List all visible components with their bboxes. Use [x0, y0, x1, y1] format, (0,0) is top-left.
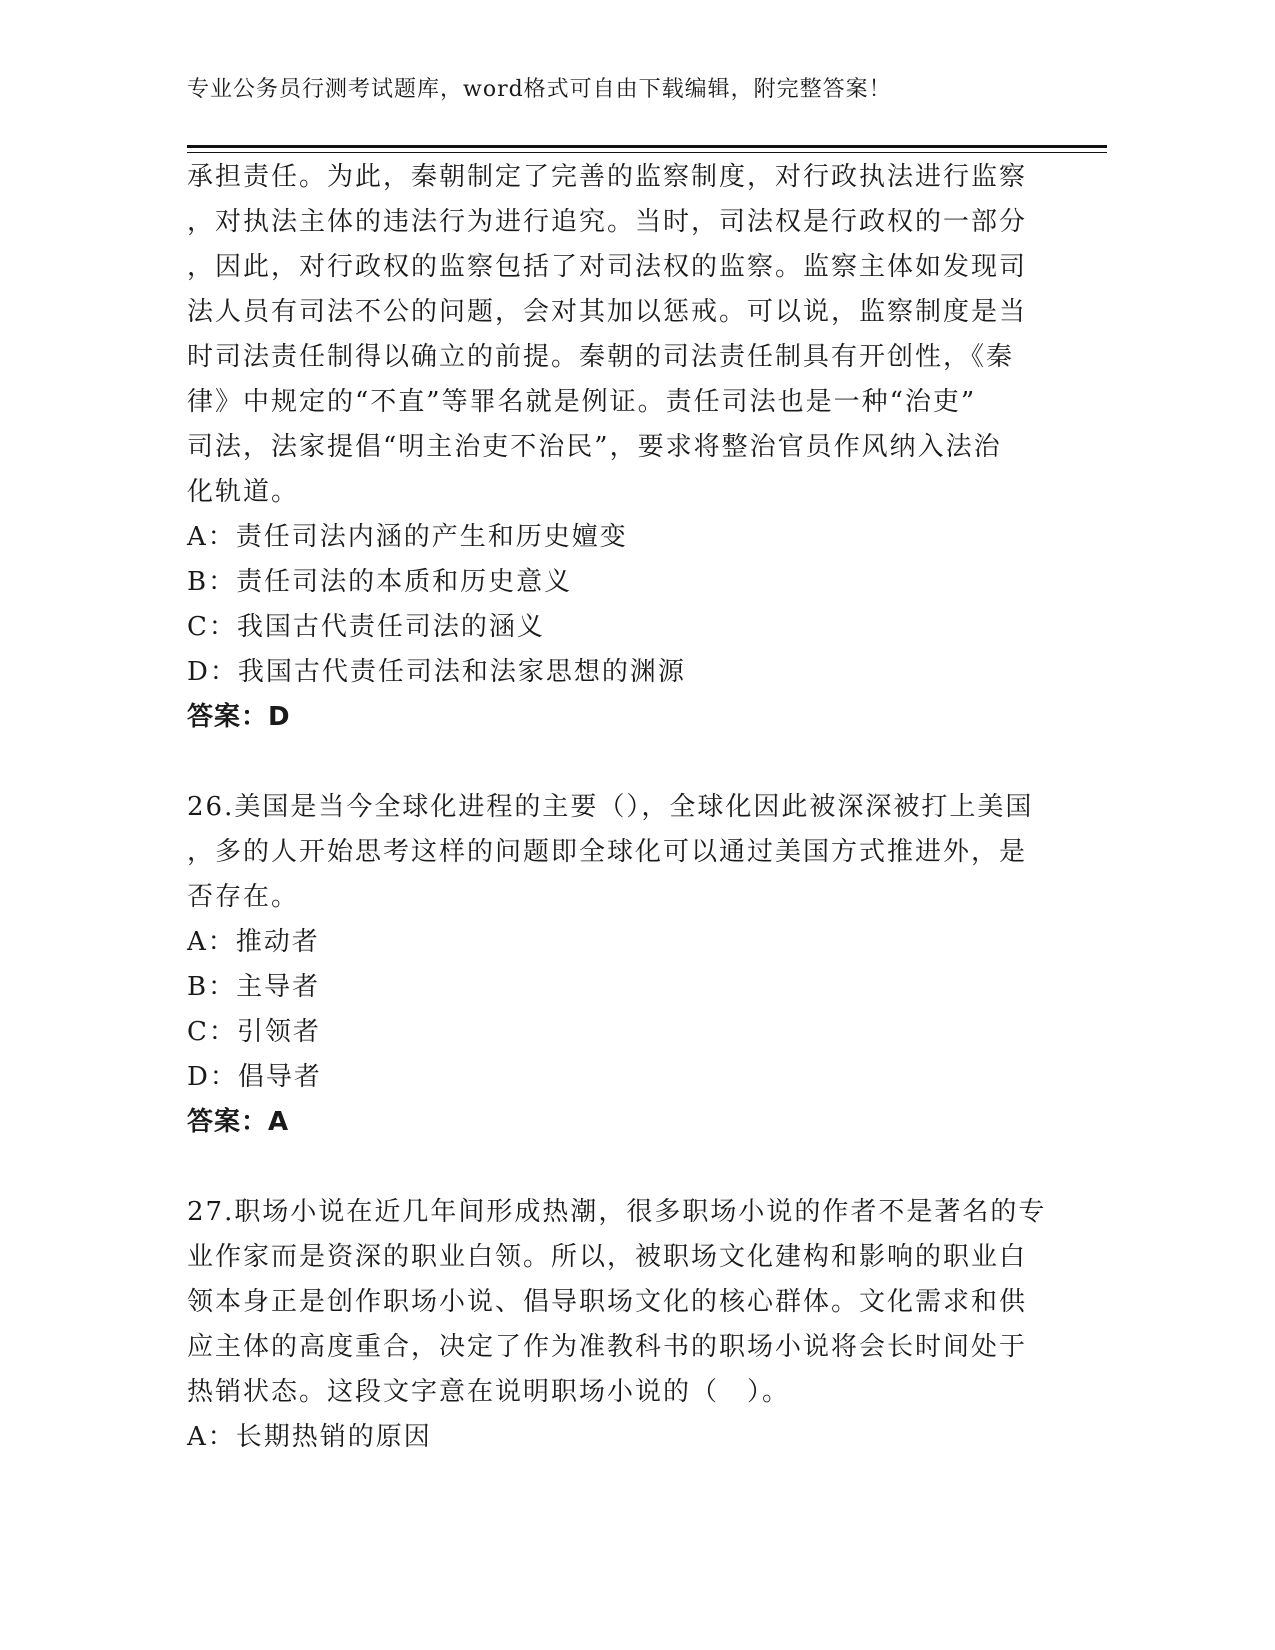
- question-stem-line: 热销状态。这段文字意在说明职场小说的（ ）。: [187, 1377, 791, 1407]
- option-c: C：我国古代责任司法的涵义: [187, 612, 545, 642]
- header-rule-thick: [187, 145, 1107, 148]
- option-a: A：责任司法内涵的产生和历史嬗变: [187, 522, 628, 552]
- question-25: [187, 155, 1067, 740]
- spacer: [187, 740, 1067, 785]
- option-a: A：推动者: [187, 927, 320, 957]
- answer-label: 答案：A: [187, 1107, 290, 1137]
- passage-line: 司法，法家提倡“明主治吏不治民”，要求将整治官员作风纳入法治: [187, 432, 1002, 462]
- page-header: 专业公务员行测考试题库，word格式可自由下载编辑，附完整答案！: [187, 77, 892, 102]
- option-c: C：引领者: [187, 1017, 321, 1047]
- option-b: B：责任司法的本质和历史意义: [187, 567, 573, 597]
- question-stem-line: 26.美国是当今全球化进程的主要（），全球化因此被深深被打上美国: [187, 792, 1034, 822]
- question-stem-line: 应主体的高度重合，决定了作为准教科书的职场小说将会长时间处于: [187, 1332, 1028, 1362]
- passage-line: 律》中规定的“不直”等罪名就是例证。责任司法也是一种“治吏”: [187, 387, 977, 417]
- document-body: [187, 155, 1067, 1460]
- question-26: [187, 785, 1067, 1145]
- passage-line: ，对执法主体的违法行为进行追究。当时，司法权是行政权的一部分: [187, 207, 1028, 237]
- passage-line: ，因此，对行政权的监察包括了对司法权的监察。监察主体如发现司: [187, 252, 1028, 282]
- question-stem-line: 领本身正是创作职场小说、倡导职场文化的核心群体。文化需求和供: [187, 1287, 1028, 1317]
- question-stem-line: 否存在。: [187, 882, 300, 912]
- passage-line: 化轨道。: [187, 477, 300, 507]
- passage-line: 时司法责任制得以确立的前提。秦朝的司法责任制具有开创性，《秦: [187, 342, 1015, 372]
- question-stem-line: 27.职场小说在近几年间形成热潮，很多职场小说的作者不是著名的专: [187, 1197, 1047, 1227]
- header-rule-thin: [187, 152, 1107, 153]
- question-stem-line: ，多的人开始思考这样的问题即全球化可以通过美国方式推进外，是: [187, 837, 1028, 867]
- question-stem-line: 业作家而是资深的职业白领。所以，被职场文化建构和影响的职业白: [187, 1242, 1028, 1272]
- option-b: B：主导者: [187, 972, 321, 1002]
- passage-line: 法人员有司法不公的问题，会对其加以惩戒。可以说，监察制度是当: [187, 297, 1028, 327]
- question-27: [187, 1190, 1067, 1460]
- option-d: D：我国古代责任司法和法家思想的渊源: [187, 657, 686, 687]
- answer-label: 答案：D: [187, 702, 291, 732]
- spacer: [187, 1145, 1067, 1190]
- option-a: A：长期热销的原因: [187, 1422, 432, 1452]
- passage-line: 承担责任。为此，秦朝制定了完善的监察制度，对行政执法进行监察: [187, 162, 1028, 192]
- option-d: D：倡导者: [187, 1062, 322, 1092]
